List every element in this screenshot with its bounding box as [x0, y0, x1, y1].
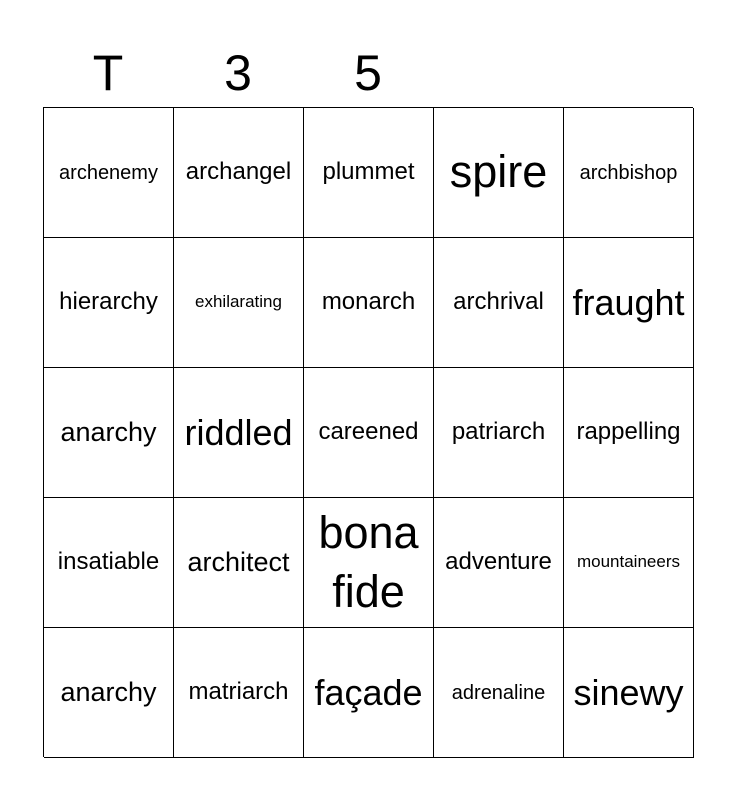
bingo-cell[interactable]: mountaineers [564, 498, 694, 628]
bingo-header [43, 40, 693, 106]
bingo-cell[interactable]: sinewy [564, 628, 694, 758]
bingo-cell[interactable]: spire [434, 108, 564, 238]
bingo-cell[interactable]: insatiable [44, 498, 174, 628]
header-letter-5 [563, 40, 693, 106]
bingo-cell[interactable]: anarchy [44, 368, 174, 498]
header-letter-3: 5 [354, 45, 382, 101]
bingo-cell[interactable]: careened [304, 368, 434, 498]
bingo-cell[interactable]: riddled [174, 368, 304, 498]
bingo-cell[interactable]: anarchy [44, 628, 174, 758]
bingo-cell[interactable]: matriarch [174, 628, 304, 758]
header-letter-4 [433, 40, 563, 106]
bingo-cell[interactable]: façade [304, 628, 434, 758]
header-letter-1: T [92, 45, 124, 101]
bingo-cell[interactable]: archrival [434, 238, 564, 368]
bingo-cell[interactable]: adrenaline [434, 628, 564, 758]
bingo-cell[interactable]: archenemy [44, 108, 174, 238]
bingo-cell[interactable]: rappelling [564, 368, 694, 498]
header-letter-2: 3 [224, 45, 252, 101]
bingo-cell[interactable]: exhilarating [174, 238, 304, 368]
bingo-board [43, 107, 693, 757]
bingo-cell[interactable]: monarch [304, 238, 434, 368]
bingo-cell[interactable]: adventure [434, 498, 564, 628]
bingo-cell[interactable]: fraught [564, 238, 694, 368]
bingo-cell[interactable]: plummet [304, 108, 434, 238]
bingo-cell[interactable]: archangel [174, 108, 304, 238]
bingo-cell[interactable]: bona fide [304, 498, 434, 628]
bingo-cell[interactable]: hierarchy [44, 238, 174, 368]
bingo-cell[interactable]: archbishop [564, 108, 694, 238]
bingo-cell[interactable]: patriarch [434, 368, 564, 498]
bingo-cell[interactable]: architect [174, 498, 304, 628]
